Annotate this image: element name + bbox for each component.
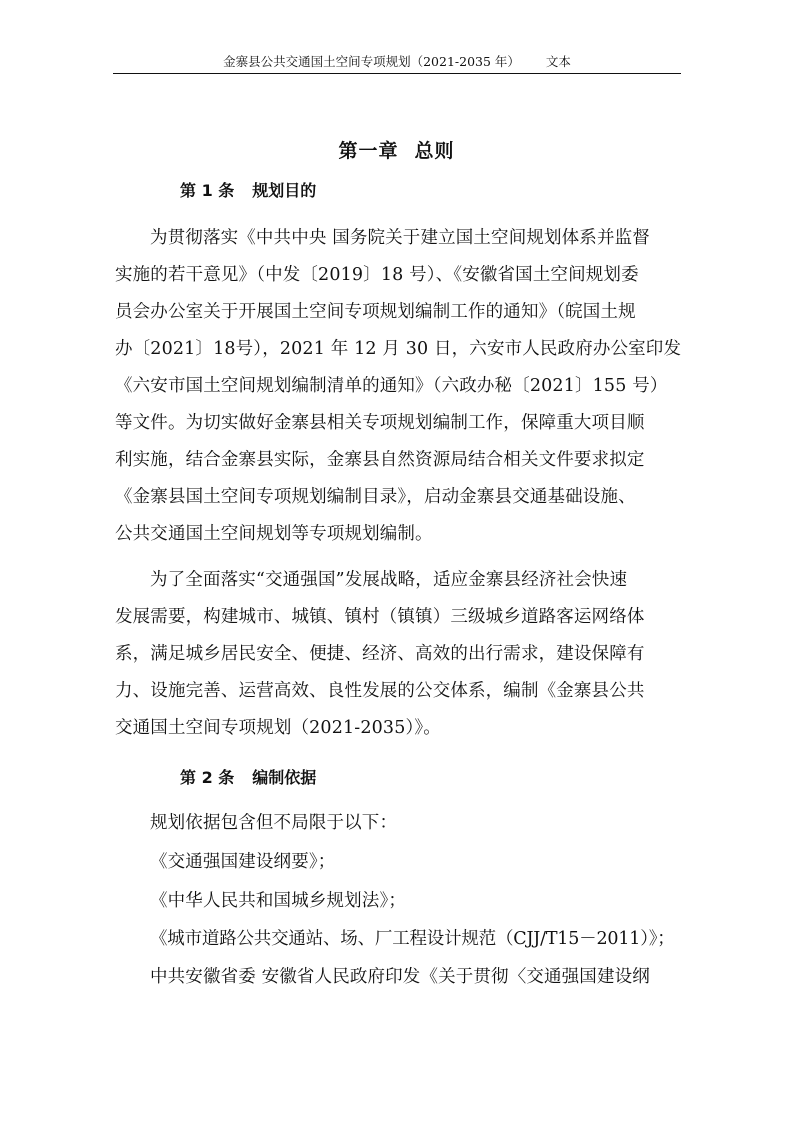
chapter-number: 第一章 [338,140,399,162]
header-title: 金寨县公共交通国土空间专项规划（2021-2035 年） [223,54,520,69]
paragraph-line: 为了全面落实“交通强国”发展战略，适应金寨县经济社会快速 [150,570,628,590]
paragraph-line: 规划依据包含但不局限于以下： [150,813,398,833]
header-label: 文本 [545,54,571,69]
paragraph-line: 员会办公室关于开展国土空间专项规划编制工作的通知》（皖国土规 [115,302,636,322]
paragraph-line: 利实施，结合金寨县实际，金寨县自然资源局结合相关文件要求拟定 [115,450,645,470]
article-1-heading [180,179,316,203]
list-item: 《城市道路公共交通站、场、厂工程设计规范（CJJ/T15－2011）》； [150,929,675,949]
page-header [113,52,681,72]
article-2-title: 编制依据 [252,768,317,787]
list-item: 中共安徽省委 安徽省人民政府印发《关于贯彻〈交通强国建设纲 [150,967,650,987]
paragraph-line: 发展需要，构建城市、城镇、镇村（镇镇）三级城乡道路客运网络体 [115,607,645,627]
paragraph-line: 《金寨县国土空间专项规划编制目录》，启动金寨县交通基础设施、 [115,487,636,507]
paragraph-line: 交通国土空间专项规划（2021-2035）》。 [115,718,441,738]
list-item: 《交通强国建设纲要》； [150,852,336,872]
paragraph-line: 力、设施完善、运营高效、良性发展的公交体系，编制《金寨县公共 [115,681,645,701]
chapter-heading [0,138,793,164]
paragraph-line: 为贯彻落实《中共中央 国务院关于建立国土空间规划体系并监督 [150,228,650,248]
paragraph-line: 实施的若干意见》（中发〔2019〕18 号）、《安徽省国土空间规划委 [115,265,639,285]
list-item: 《中华人民共和国城乡规划法》； [150,891,406,911]
paragraph-line: 办〔2021〕18号），2021 年 12 月 30 日，六安市人民政府办公室印发 [115,339,682,359]
paragraph-line: 《六安市国土空间规划编制清单的通知》（六政办秘〔2021〕155 号） [115,376,668,396]
article-2-number: 第 2 条 [180,768,235,787]
article-2-heading [180,766,316,790]
paragraph-line: 等文件。为切实做好金寨县相关专项规划编制工作，保障重大项目顺 [115,413,645,433]
paragraph-line: 系，满足城乡居民安全、便捷、经济、高效的出行需求，建设保障有 [115,644,645,664]
article-1-title: 规划目的 [252,181,317,200]
header-rule [113,73,681,74]
chapter-title: 总则 [414,140,455,162]
paragraph-line: 公共交通国土空间规划等专项规划编制。 [115,524,433,544]
article-1-number: 第 1 条 [180,181,235,200]
